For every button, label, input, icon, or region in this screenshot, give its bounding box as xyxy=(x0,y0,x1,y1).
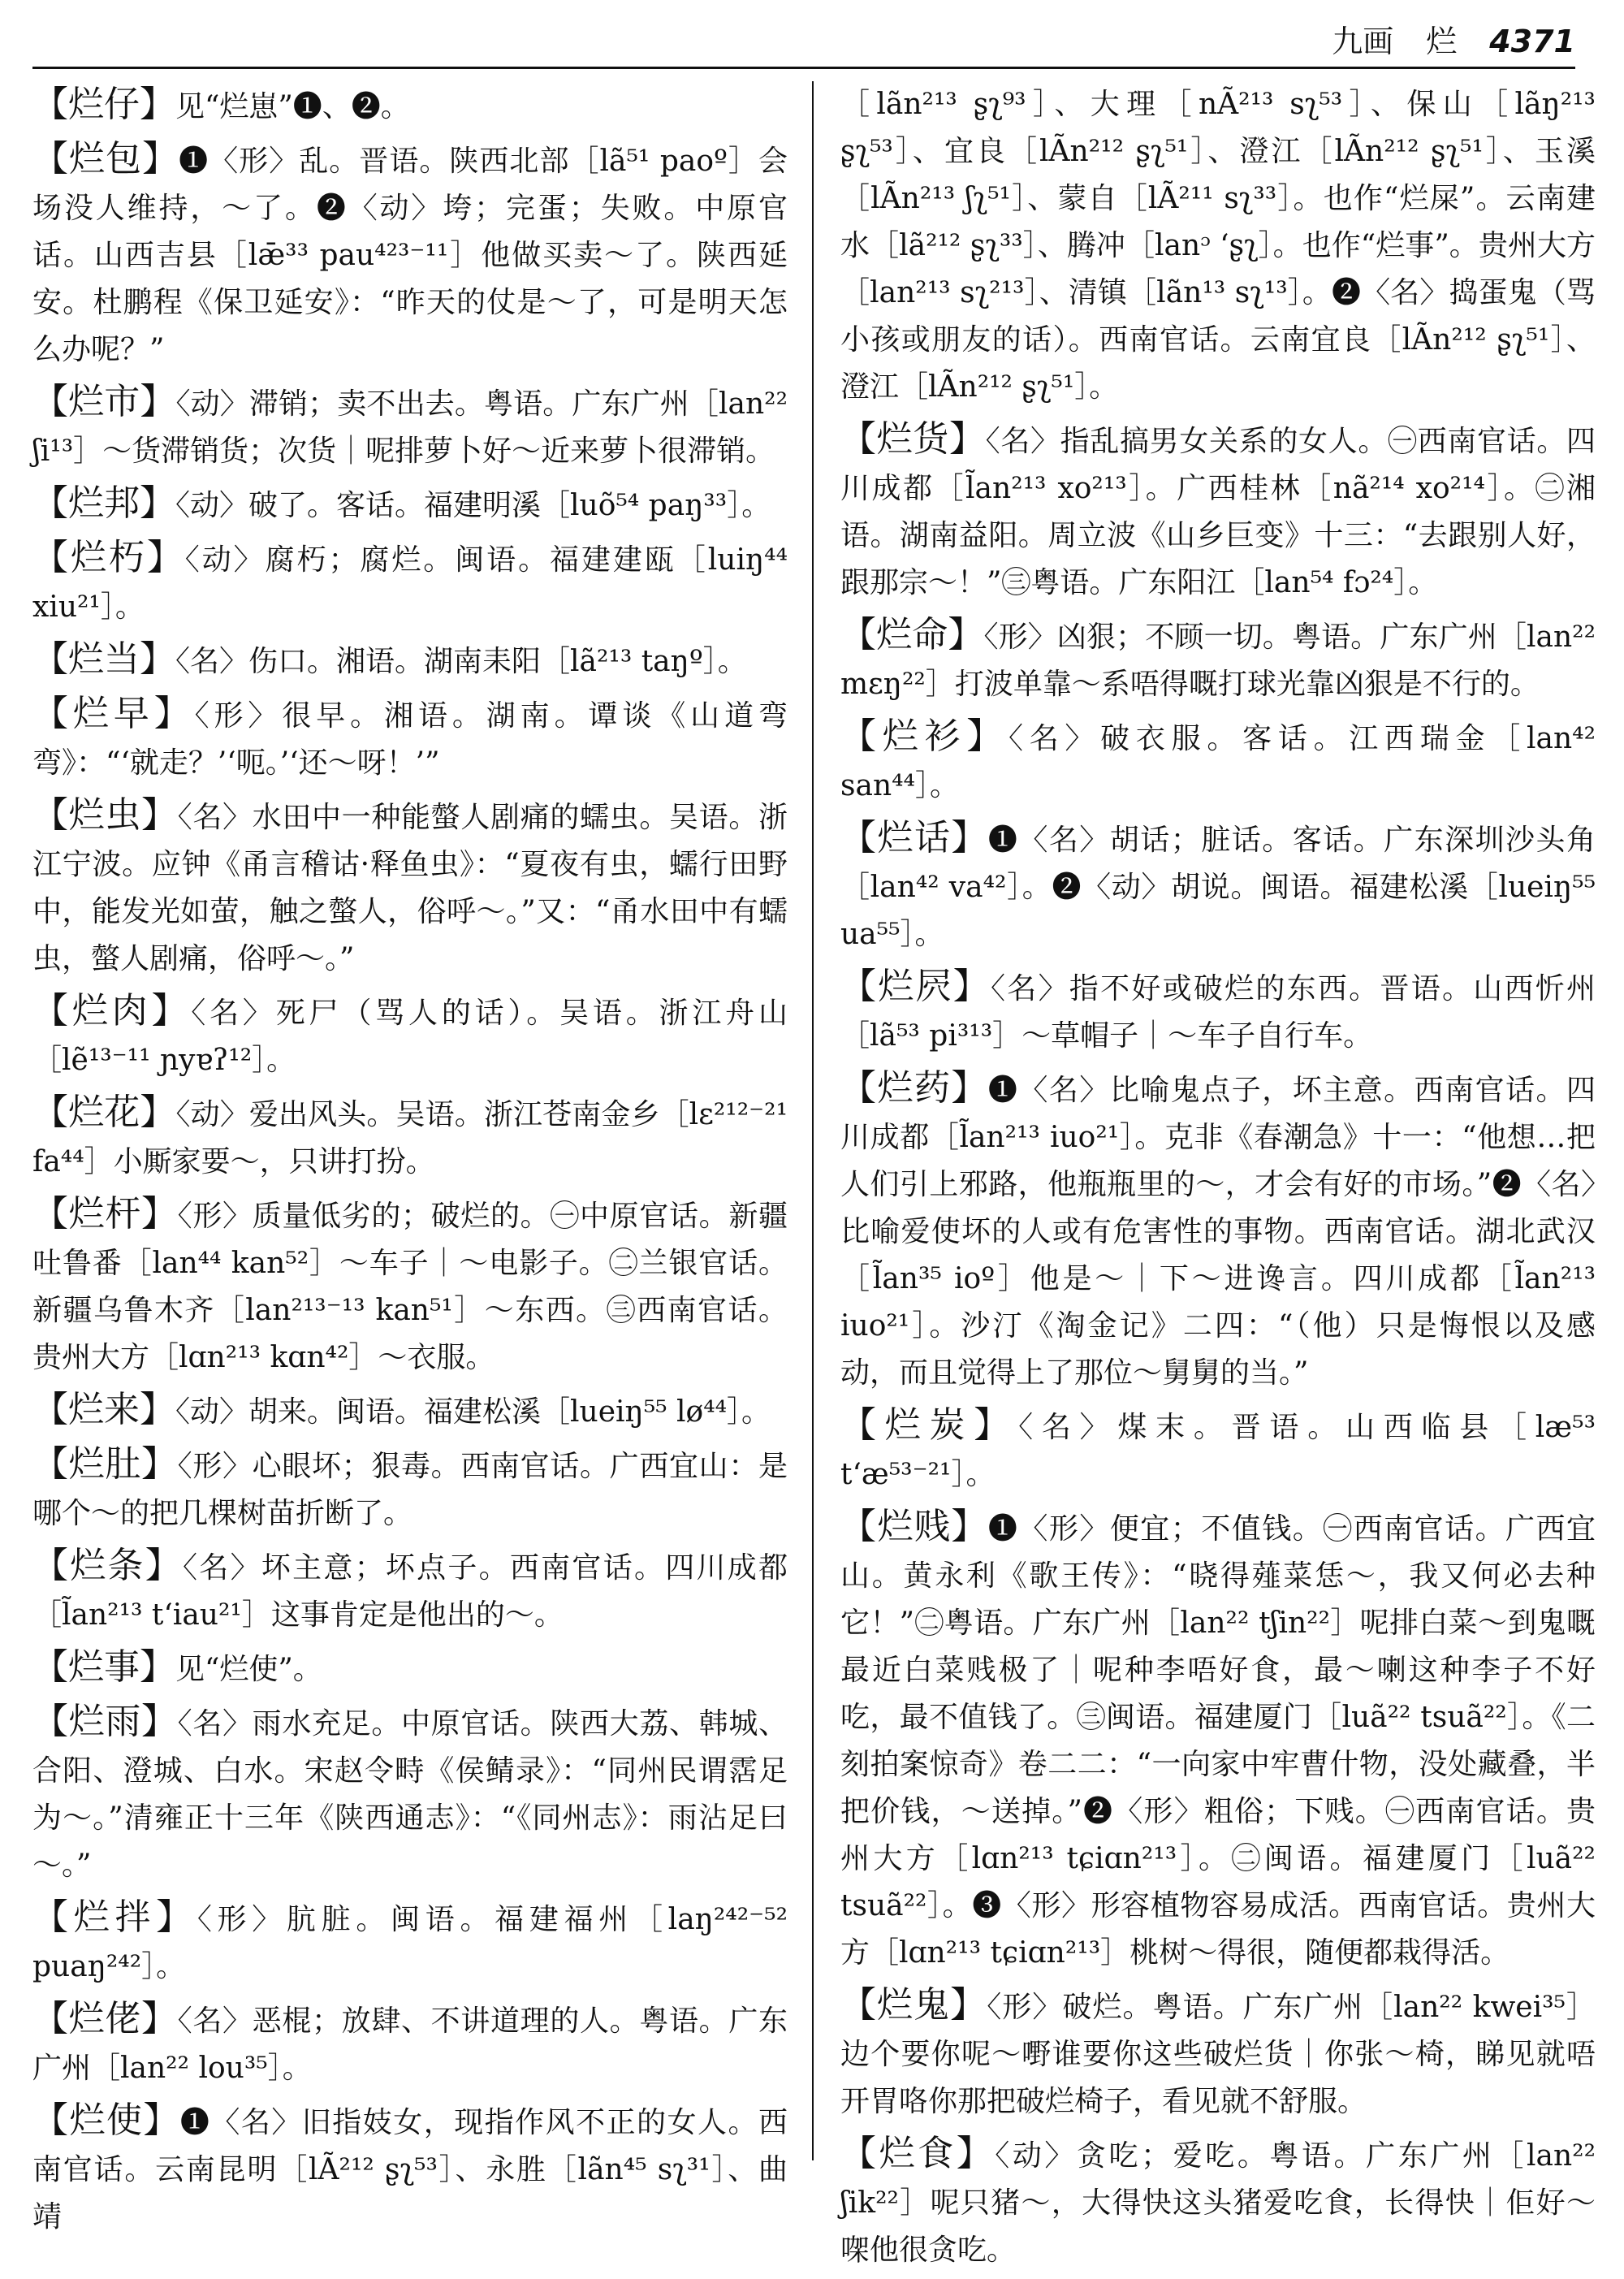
entry-headword: 【烂事】 xyxy=(32,1646,175,1688)
dictionary-entry xyxy=(32,378,788,475)
entry-definition: ❶〈名〉旧指妓女，现指作风不正的女人。西南官话。云南昆明［lÃ²¹² ʂʅ⁵³］、永胜［lãn⁴⁵ sʅ³¹］、曲靖 xyxy=(32,2106,788,2234)
entry-headword: 【烂贱】 xyxy=(840,1506,988,1547)
dictionary-entry xyxy=(32,1191,788,1382)
entry-definition: 〈名〉恶棍；放肆、不讲道理的人。粤语。广东广州［lan²² lou³⁵］。 xyxy=(32,2004,788,2085)
dictionary-entry xyxy=(32,1386,788,1436)
entry-headword: 【烂使】 xyxy=(32,2100,180,2141)
dictionary-entry xyxy=(840,1503,1596,1977)
entry-definition: 〈名〉水田中一种能螫人剧痛的蠕虫。吴语。浙江宁波。应钟《甬言稽诂·释鱼虫》：“夏夜有虫，蠕行田野中，能发光如萤，触之螫人，俗呼～。”又：“甬水田中有蠕虫，螫人剧痛，俗呼～。” xyxy=(32,801,788,975)
header-section: 九画 xyxy=(1332,24,1394,59)
entry-headword: 【烂屄】 xyxy=(840,966,991,1007)
entry-definition: 〈形〉质量低劣的；破烂的。㊀中原官话。新疆吐鲁番［lan⁴⁴ kan⁵²］～车子｜～电影子。㊁兰银官话。新疆乌鲁木齐［lan²¹³⁻¹³ kan⁵¹］～东西。㊂西南官话。贵州大方［lɑn²¹³ kɑn⁴²］～衣服。 xyxy=(32,1200,788,1374)
entry-definition: ❶〈名〉胡话；脏话。客话。广东深圳沙头角［lan⁴² va⁴²］。❷〈动〉胡说。闽语。福建松溪［lueiŋ⁵⁵ ua⁵⁵］。 xyxy=(840,824,1596,951)
entry-headword: 【烂早】 xyxy=(32,693,195,734)
entry-definition: ［lãn²¹³ ʂʅ⁹³］、大理［nÃ²¹³ sʅ⁵³］、保山［lãŋ²¹³ ʂʅ⁵³］、宜良［lÃn²¹² ʂʅ⁵¹］、澄江［lÃn²¹² ʂʅ⁵¹］、玉溪［lÃn²¹³ ʃʅ⁵¹］、蒙自［lÃ²¹¹ sʅ³³］。也作“烂屎”。云南建水［lã²¹² ʂʅ³³］、腾冲［lanᵓ ʻʂʅ］。也作“烂事”。贵州大方［lan²¹³ sʅ²¹³］、清镇［lãn¹³ sʅ¹³］。❷〈名〉捣蛋鬼（骂小孩或朋友的话）。西南官话。云南宜良［lÃn²¹² ʂʅ⁵¹］、澄江［lÃn²¹² ʂʅ⁵¹］。 xyxy=(840,88,1596,404)
entry-definition: 〈动〉爱出风头。吴语。浙江苍南金乡［lɛ²¹²⁻²¹ fa⁴⁴］小厮家要～，只讲打扮。 xyxy=(32,1098,788,1178)
entry-definition: 见“烂使”。 xyxy=(175,1653,322,1686)
dictionary-entry xyxy=(32,1542,788,1639)
dictionary-entry xyxy=(32,690,788,787)
entry-headword: 【烂邦】 xyxy=(32,482,175,524)
right-column xyxy=(840,81,1596,2279)
entry-definition: 〈名〉死尸（骂人的话）。吴语。浙江舟山［lẽ¹³⁻¹¹ ɲyɐʔ¹²］。 xyxy=(32,997,788,1077)
entry-headword: 【烂药】 xyxy=(840,1067,988,1109)
entry-definition: 〈名〉破衣服。客话。江西瑞金［lan⁴² san⁴⁴］。 xyxy=(840,722,1596,802)
entry-definition: 〈动〉破了。客话。福建明溪［luõ⁵⁴ paŋ³³］。 xyxy=(175,489,771,522)
entry-headword: 【烂命】 xyxy=(840,614,984,655)
dictionary-entry xyxy=(840,1065,1596,1397)
entry-headword: 【烂当】 xyxy=(32,638,175,680)
dictionary-entry xyxy=(840,2130,1596,2274)
entry-definition: 〈动〉腐朽；腐烂。闽语。福建建瓯［luiŋ⁴⁴ xiu²¹］。 xyxy=(32,543,788,624)
entry-definition: 〈名〉坏主意；坏点子。西南官话。四川成都［l̃an²¹³ tʻiau²¹］这事肯定是他出的～。 xyxy=(32,1551,788,1632)
entry-definition: 〈名〉指乱搞男女关系的女人。㊀西南官话。四川成都［l̃an²¹³ xo²¹³］。广西桂林［nã²¹⁴ xo²¹⁴］。㊁湘语。湖南益阳。周立波《山乡巨变》十三：“去跟别人好，跟那宗～！”㊂粤语。广东阳江［lan⁵⁴ fɔ²⁴］。 xyxy=(840,425,1596,599)
entry-headword: 【烂杆】 xyxy=(32,1193,178,1235)
entry-headword: 【烂肉】 xyxy=(32,990,192,1031)
entry-definition: ❶〈形〉乱。晋语。陕西北部［lã⁵¹ paoº］会场没人维持，～了。❷〈动〉垮；完蛋；失败。中原官话。山西吉县［lǣ³³ pau⁴²³⁻¹¹］他做买卖～了。陕西延安。杜鹏程《保卫延安》：“昨天的仗是～了，可是明天怎么办呢？” xyxy=(32,145,788,366)
dictionary-entry xyxy=(32,1089,788,1186)
entry-headword: 【烂市】 xyxy=(32,381,176,422)
dictionary-entry xyxy=(32,136,788,374)
dictionary-entry xyxy=(840,963,1596,1060)
entry-definition: ❶〈名〉比喻鬼点子，坏主意。西南官话。四川成都［l̃an²¹³ iuo²¹］。克非《春潮急》十一：“他想…把人们引上邪路，他瓶瓶里的～，才会有好的市场。”❷〈名〉比喻爱使坏的人或有危害性的事物。西南官话。湖北武汉［l̃an³⁵ ioº］他是～｜下～进谗言。四川成都［l̃an²¹³ iuo²¹］。沙汀《淘金记》二四：“（他）只是悔恨以及感动，而且觉得上了那位～舅舅的当。” xyxy=(840,1074,1596,1390)
dictionary-entry xyxy=(32,2097,788,2241)
header-char: 烂 xyxy=(1426,24,1458,59)
dictionary-entry xyxy=(32,1698,788,1889)
entry-definition: 〈动〉贪吃；爱吃。粤语。广东广州［lan²² ʃik²²］呢只猪～，大得快这头猪爱吃食，长得快｜佢好～㗎他很贪吃。 xyxy=(840,2139,1596,2267)
dictionary-entry xyxy=(32,1894,788,1991)
entry-headword: 【烂仔】 xyxy=(32,84,175,125)
entry-definition: 〈名〉煤末。晋语。山西临县［læ⁵³ tʻæ⁵³⁻²¹］。 xyxy=(840,1411,1596,1491)
entry-definition: 〈动〉滞销；卖不出去。粤语。广东广州［lan²² ʃi¹³］～货滞销货；次货｜呢排萝卜好～近来萝卜很滞销。 xyxy=(32,387,788,468)
entry-definition: 〈形〉肮脏。闽语。福建福州［laŋ²⁴²⁻⁵² puaŋ²⁴²］。 xyxy=(32,1903,788,1983)
dictionary-entry xyxy=(32,1441,788,1537)
entry-definition: 〈形〉心眼坏；狠毒。西南官话。广西宜山：是哪个～的把几棵树苗折断了。 xyxy=(32,1450,788,1530)
entry-definition: 〈形〉破烂。粤语。广东广州［lan²² kwei³⁵］边个要你呢～嘢谁要你这些破烂货｜你张～椅，睇见就唔开胃咯你那把破烂椅子，看见就不舒服。 xyxy=(840,1991,1596,2118)
entry-headword: 【烂朽】 xyxy=(32,537,185,578)
dictionary-entry xyxy=(840,713,1596,810)
entry-headword: 【烂肚】 xyxy=(32,1443,178,1485)
entry-headword: 【烂衫】 xyxy=(840,716,1009,757)
column-divider xyxy=(812,81,814,2160)
header-rule xyxy=(32,67,1575,69)
entry-headword: 【烂食】 xyxy=(840,2133,996,2174)
entry-definition: 〈形〉凶狠；不顾一切。粤语。广东广州［lan²² mɛŋ²²］打波单靠～系唔得嘅打球光靠凶狠是不行的。 xyxy=(840,621,1596,701)
entry-headword: 【烂虫】 xyxy=(32,794,178,836)
entry-headword: 【烂鬼】 xyxy=(840,1984,987,2026)
entry-headword: 【烂雨】 xyxy=(32,1701,178,1742)
dictionary-entry xyxy=(840,416,1596,607)
dictionary-entry xyxy=(32,480,788,530)
entry-headword: 【烂花】 xyxy=(32,1092,176,1133)
entry-definition: 〈名〉指不好或破烂的东西。晋语。山西忻州［lã⁵³ pi³¹³］～草帽子｜～车子自行车。 xyxy=(840,972,1596,1053)
entry-headword: 【烂包】 xyxy=(32,138,179,179)
entry-headword: 【烂条】 xyxy=(32,1545,184,1586)
dictionary-entry xyxy=(840,1982,1596,2125)
entry-headword: 【烂拌】 xyxy=(32,1896,197,1938)
dictionary-entry xyxy=(32,1644,788,1693)
dictionary-entry xyxy=(32,636,788,685)
left-column xyxy=(32,81,788,2246)
entry-headword: 【烂佬】 xyxy=(32,1998,178,2039)
entry-definition: 〈名〉雨水充足。中原官话。陕西大荔、韩城、合阳、澄城、白水。宋赵令畤《侯鲭录》：“同州民谓霑足为～。”清雍正十三年《陕西通志》：“《同州志》：雨沾足曰～。” xyxy=(32,1707,788,1882)
entry-definition: 见“烂崽”❶、❷。 xyxy=(175,90,410,123)
dictionary-entry xyxy=(32,534,788,631)
entry-headword: 【烂话】 xyxy=(840,817,988,858)
entry-definition: 〈形〉很早。湘语。湖南。谭谈《山道弯弯》：“‘就走？’‘呃。’‘还～呀！’” xyxy=(32,699,788,780)
entry-headword: 【烂来】 xyxy=(32,1389,175,1430)
dictionary-entry xyxy=(840,815,1596,958)
dictionary-entry xyxy=(840,81,1596,411)
dictionary-entry xyxy=(32,81,788,131)
entry-headword: 【烂货】 xyxy=(840,418,986,460)
entry-definition: 〈名〉伤口。湘语。湖南耒阳［lã²¹³ taŋº］。 xyxy=(175,645,747,678)
entry-definition: ❶〈形〉便宜；不值钱。㊀西南官话。广西宜山。黄永利《歌王传》：“晓得薤菜恁～，我又何必去种它！”㊁粤语。广东广州［lan²² tʃin²²］呢排白菜～到鬼嘅最近白菜贱极了｜呢种李唔好食，最～喇这种李子不好吃，最不值钱了。㊂闽语。福建厦门［luã²² tsuã²²］。《二刻拍案惊奇》卷二二：“一向家中牢曹什物，没处藏叠，半把价钱，～送掉。”❷〈形〉粗俗；下贱。㊀西南官话。贵州大方［lɑn²¹³ tɕiɑn²¹³］。㊁闽语。福建厦门［luã²² tsuã²²］。❸〈形〉形容植物容易成活。西南官话。贵州大方［lɑn²¹³ tɕiɑn²¹³］桃树～得很，随便都栽得活。 xyxy=(840,1512,1596,1970)
dictionary-entry xyxy=(32,988,788,1084)
dictionary-entry xyxy=(840,612,1596,708)
running-header xyxy=(1218,16,1575,65)
dictionary-entry xyxy=(32,1996,788,2092)
entry-headword: 【烂炭】 xyxy=(840,1404,1019,1446)
dictionary-entry xyxy=(840,1402,1596,1498)
page-number: 4371 xyxy=(1489,24,1575,59)
dictionary-entry xyxy=(32,792,788,983)
entry-definition: 〈动〉胡来。闽语。福建松溪［lueiŋ⁵⁵ lø⁴⁴］。 xyxy=(175,1395,771,1429)
